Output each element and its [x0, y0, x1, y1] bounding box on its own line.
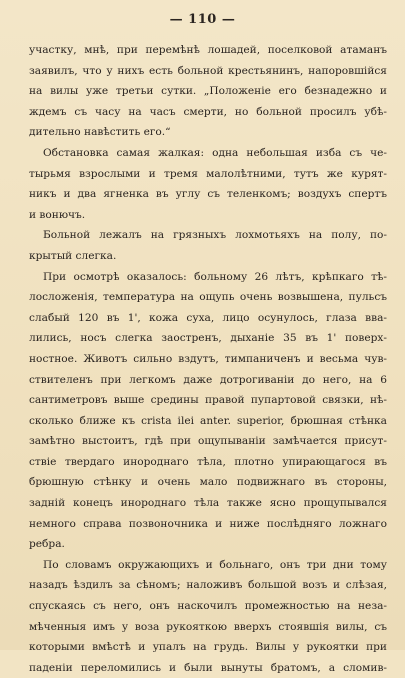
body-text	[29, 40, 387, 678]
text-line: Обстановка самая жалкая: одна небольшая изба съ че-	[43, 146, 387, 159]
text-line: ствіе твердаго инороднаго тѣла, плотно упирающагося въ	[29, 455, 387, 468]
text-line: заявилъ, что у нихъ есть больной крестьянинъ, напоровшійся	[29, 64, 387, 77]
text-line: никъ и два ягненка въ углу съ теленкомъ; воздухъ спертъ	[29, 188, 387, 201]
text-line: задній конецъ инороднаго тѣла также ясно прощупывался	[29, 497, 387, 510]
text-line: паденіи переломились и были вынуты братомъ, а сломив-	[29, 661, 387, 674]
text-line: лосложенія, температура на ощупь очень возвышена, пульсъ	[29, 291, 387, 304]
text-line: дительно навѣстить его.“	[29, 126, 171, 139]
text-line: Больной лежалъ на грязныхъ лохмотьяхъ на полу, по-	[43, 229, 387, 242]
text-line: назадъ ѣздилъ за сѣномъ; наложивъ большой возъ и слѣзая,	[29, 579, 387, 592]
text-line: ребра.	[29, 538, 65, 551]
text-line: ждемъ съ часу на часъ смерти, но больной просилъ убѣ-	[29, 105, 387, 118]
text-line: участку, мнѣ, при перемѣнѣ лошадей, поселковой атаманъ	[29, 44, 387, 56]
text-line: При осмотрѣ оказалось: больному 26 лѣтъ, крѣпкаго тѣ-	[43, 270, 387, 283]
text-line: слабый 120 въ 1', кожа суха, лицо осунулось, глаза вва-	[29, 311, 387, 324]
text-line: лились, носъ слегка заостренъ, дыханіе 35 въ 1' поверх-	[29, 332, 387, 345]
text-line: сантиметровъ выше средины правой пупартовой связки, нѣ-	[29, 394, 387, 407]
page-number: — 110 —	[169, 12, 236, 27]
text-line: замѣтно выстоитъ, гдѣ при ощупываніи замѣчается присут-	[29, 435, 387, 448]
text-line: ствителенъ при легкомъ даже дотрогиваніи до него, на 6	[29, 373, 387, 386]
text-line: крытый слегка.	[29, 249, 117, 262]
text-line: По словамъ окружающихъ и больнаго, онъ три дни тому	[43, 558, 387, 571]
text-line: мѣченныя имъ у воза рукояткою вверхъ стоявшія вилы, съ	[29, 620, 387, 633]
text-line: ностное. Животъ сильно вздутъ, тимпаниченъ и весьма чув-	[29, 352, 387, 365]
text-line: немного справа позвоночника и ниже послѣдняго ложнаго	[29, 517, 387, 530]
text-line: спускаясь съ него, онъ наскочилъ промежностью на неза-	[29, 600, 387, 613]
text-line: сколько ближе къ crista ilei anter. superior, брюшная стѣнка	[29, 414, 387, 427]
text-line: на вилы уже третьи сутки. „Положеніе его безнадежно и	[29, 85, 387, 98]
text-line: тырьмя взрослыми и тремя малолѣтними, тутъ же курят-	[29, 167, 387, 180]
text-line: и вонючъ.	[29, 208, 86, 221]
text-line: брюшную стѣнку и очень мало подвижнаго въ стороны,	[29, 476, 387, 489]
text-line: которыми вмѣстѣ и упалъ на грудь. Вилы у рукоятки при	[29, 641, 387, 654]
